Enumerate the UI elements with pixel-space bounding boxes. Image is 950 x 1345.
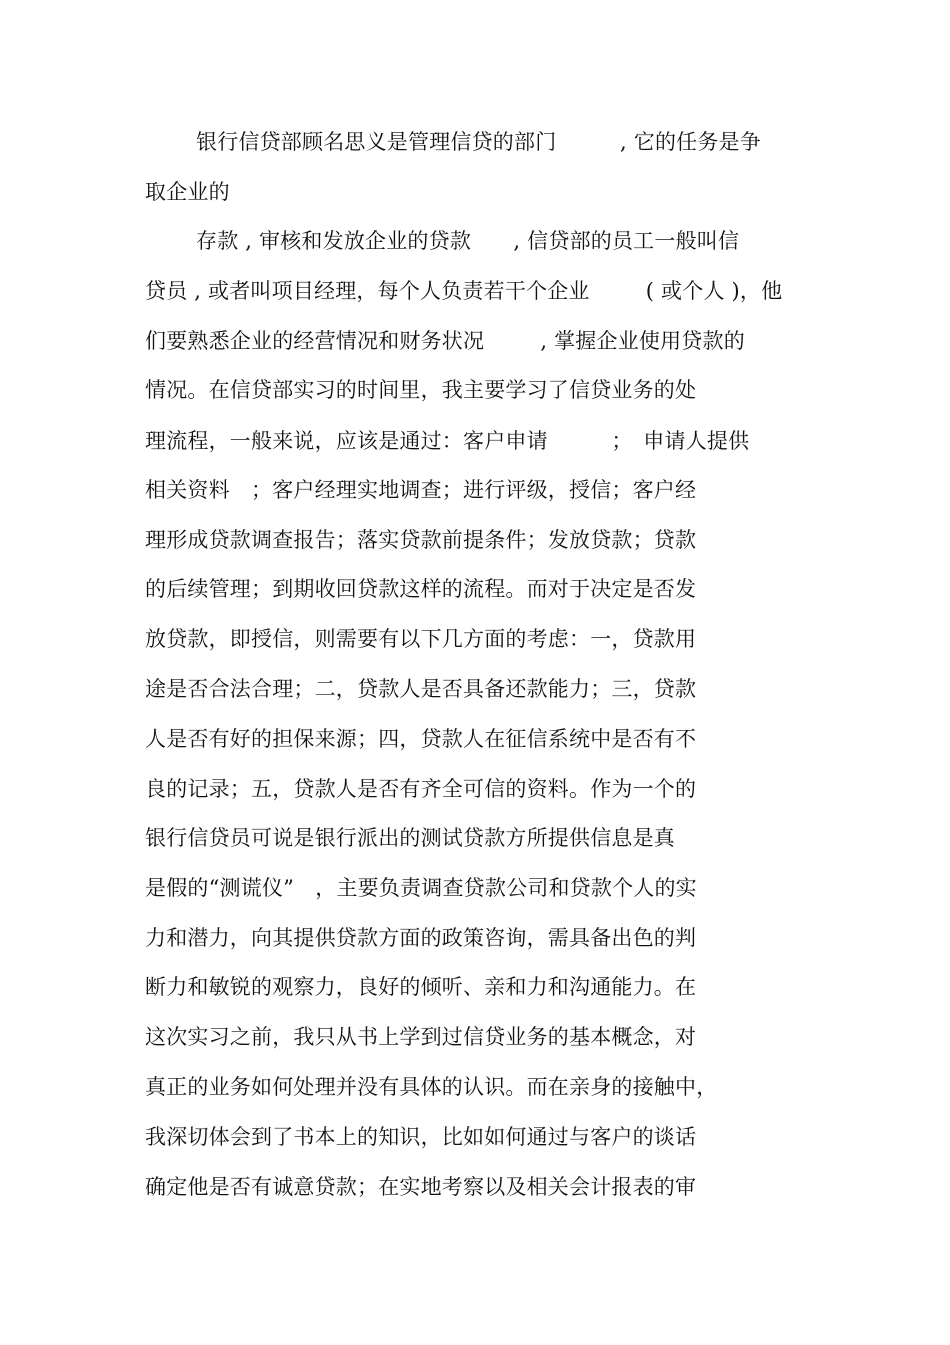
text-line: 断力和敏锐的观察力，良好的倾听、亲和力和沟通能力。在 <box>145 975 697 999</box>
text-line: 放贷款，即授信，则需要有以下几方面的考虑：一，贷款用 <box>145 627 697 651</box>
text-line: 相关资料 ；客户经理实地调查；进行评级，授信；客户经 <box>145 478 697 502</box>
text-line: 理形成贷款调查报告；落实贷款前提条件；发放贷款；贷款 <box>145 528 697 552</box>
text-line: 这次实习之前，我只从书上学到过信贷业务的基本概念，对 <box>145 1025 697 1049</box>
text-line: 确定他是否有诚意贷款；在实地考察以及相关会计报表的审 <box>145 1175 697 1199</box>
text-line: 力和潜力，向其提供贷款方面的政策咨询，需具备出色的判 <box>145 926 697 950</box>
text-line: 途是否合法合理；二，贷款人是否具备还款能力；三，贷款 <box>145 677 697 701</box>
text-line: 银行信贷员可说是银行派出的测试贷款方所提供信息是真 <box>145 826 675 850</box>
text-line: 存款 , 审核和发放企业的贷款 , 信贷部的员工一般叫信 <box>196 229 740 253</box>
text-line: 我深切体会到了书本上的知识，比如如何通过与客户的谈话 <box>145 1125 697 1149</box>
text-line: 贷员 , 或者叫项目经理，每个人负责若干个企业 ( 或个人 )，他 <box>145 279 783 303</box>
text-line: 银行信贷部顾名思义是管理信贷的部门 , 它的任务是争 <box>196 130 761 154</box>
text-line: 取企业的 <box>145 180 230 204</box>
text-line: 是假的“测谎仪” ，主要负责调查贷款公司和贷款个人的实 <box>145 876 697 900</box>
text-line: 理流程，一般来说，应该是通过：客户申请 ； 申请人提供 <box>145 429 750 453</box>
text-line: 真正的业务如何处理并没有具体的认识。而在亲身的接触中， <box>145 1075 718 1099</box>
text-line: 的后续管理；到期收回贷款这样的流程。而对于决定是否发 <box>145 577 697 601</box>
text-line: 良的记录；五，贷款人是否有齐全可信的资料。作为一个的 <box>145 777 697 801</box>
text-line: 们要熟悉企业的经营情况和财务状况 , 掌握企业使用贷款的 <box>145 329 745 353</box>
text-line: 情况。在信贷部实习的时间里，我主要学习了信贷业务的处 <box>145 378 697 402</box>
text-line: 人是否有好的担保来源；四，贷款人在征信系统中是否有不 <box>145 727 697 751</box>
